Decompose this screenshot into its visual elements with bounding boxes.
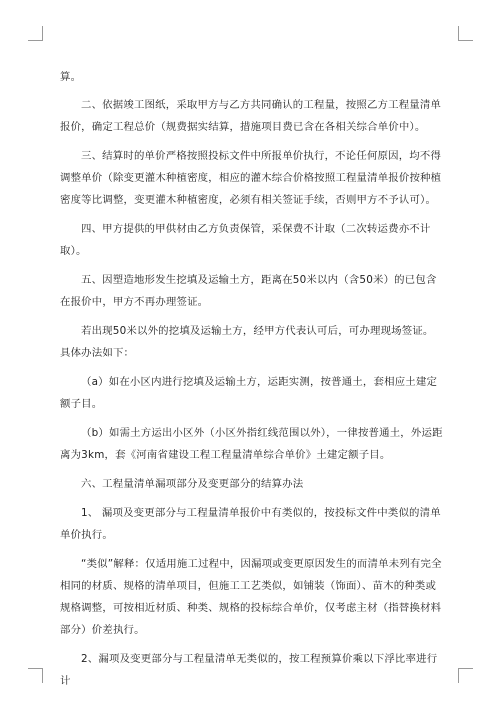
paragraph-item-b: （b）如需土方运出小区外（小区外指红线范围以外），一律按普通土，外运距离为3km，套《河南省建设工程工程量清单综合单价》土建定额子目。 <box>60 427 443 461</box>
paragraph-similar-definition: “类似”解释：仅适用施工过程中，因漏项或变更原因发生的而清单未列有完全相同的材质、规格的清单项目，但施工工艺类似，如铺装（饰面）、苗木的种类或规格调整，可按相近材质、种类、规格的投标综合单价，仅考虑主材（指替换材料部分）价差执行。 <box>60 558 442 636</box>
paragraph-clause-3: 三、结算时的单价严格按照投标文件中所报单价执行，不论任何原因，均不得调整单价（除变更灌木种植密度，相应的灌木综合价格按照工程量清单报价按种植密度等比调整，变更灌木种植密度，必须有相关签证手续，否则甲方不予认可）。 <box>60 150 442 206</box>
crop-mark-top-right <box>458 26 473 41</box>
paragraph-clause-4: 四、甲方提供的甲供材由乙方负责保管，采保费不计取（二次转运费亦不计取）。 <box>60 223 431 257</box>
paragraph-clause-5: 五、因塑造地形发生挖填及运输土方，距离在50米以内（含50米）的已包含在报价中，甲方不再办理签证。 <box>60 274 437 308</box>
paragraph-rule-2: 2、漏项及变更部分与工程量清单无类似的，按工程预算价乘以下浮比率进行计 <box>60 653 438 687</box>
crop-mark-top-left <box>28 26 43 41</box>
paragraph-rule-1: 1、 漏项及变更部分与工程量清单报价中有类似的，按投标文件中类似的清单单价执行。 <box>60 507 441 541</box>
paragraph-continuation: 算。 <box>60 71 82 83</box>
paragraph-clause-2: 二、依据竣工图纸，采取甲方与乙方共同确认的工程量，按照乙方工程量清单报价，确定工程总价（规费据实结算，措施项目费已含在各相关综合单价中）。 <box>60 99 442 133</box>
document-body <box>60 66 444 699</box>
crop-mark-bottom-right <box>458 668 473 683</box>
paragraph-earthwork-note: 若出现50米以外的挖填及运输土方，经甲方代表认可后，可办理现场签证。具体办法如下： <box>60 325 434 359</box>
paragraph-clause-6-heading: 六、工程量清单漏项部分及变更部分的结算办法 <box>81 478 304 490</box>
crop-mark-bottom-left <box>28 668 43 683</box>
paragraph-item-a: （a）如在小区内进行挖填及运输土方，运距实测，按普通土，套相应土建定额子目。 <box>60 376 438 410</box>
